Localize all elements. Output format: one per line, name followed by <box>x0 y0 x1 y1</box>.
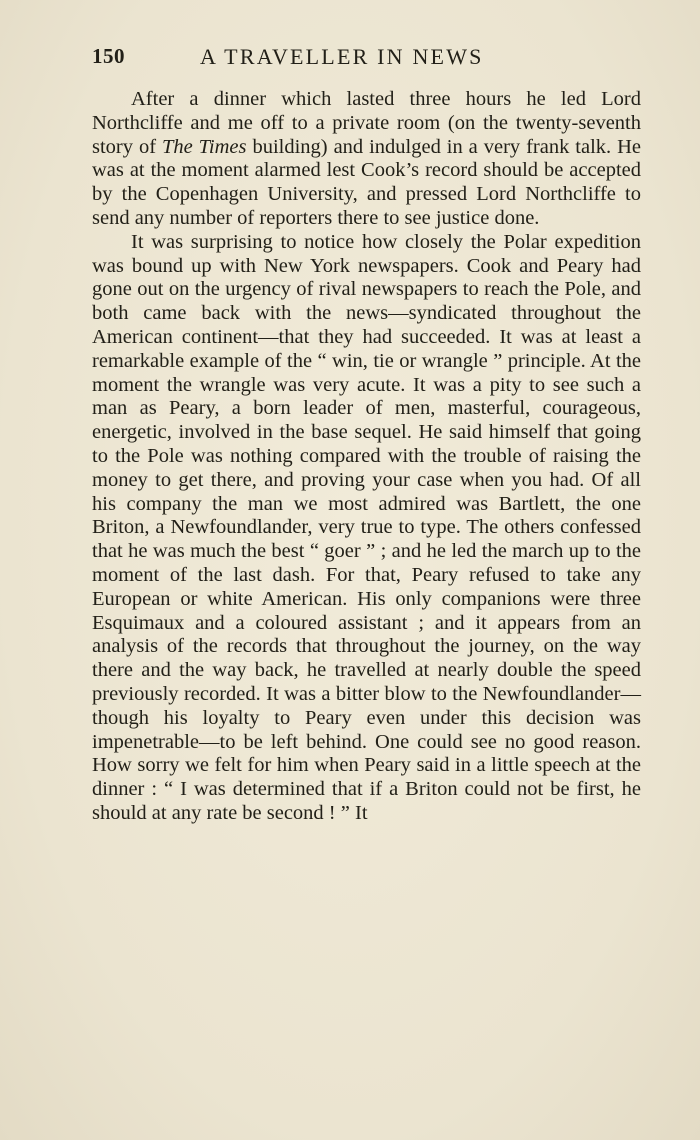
running-head: A TRAVELLER IN NEWS <box>200 44 484 69</box>
body-text <box>92 88 641 826</box>
page-number: 150 <box>92 44 125 68</box>
newspaper-title: The Times <box>161 135 247 158</box>
paragraph-1-text-a: After a dinner which lasted three hours he led Lord Northcliffe and me off to a private room (on the twenty-seventh story of <box>92 88 641 158</box>
paragraph-2: It was surprising to notice how closely the Polar expedition was bound up with New York newspapers. Cook and Peary had gone out on the urgency of rival newspapers to reach the Pole, and both came back with the news—syndicated throughout the American continent—that they had succeeded. It was at least a remarkable example of the “ win, tie or wrangle ” principle. At the moment the wrangle was very acute. It was a pity to see such a man as Peary, a born leader of men, masterful, courageous, energetic, involved in the base sequel. He said himself that going to the Pole was nothing compared with the trouble of raising the money to get there, and proving your case when you had. Of all his company the man we most admired was Bartlett, the one Briton, a Newfoundlander, very true to type. The others confessed that he was much the best “ goer ” ; and he led the march up to the moment of the last dash. For that, Peary refused to take any European or white American. His only companions were three Esquimaux and a coloured assistant ; and it appears from an analysis of the records that throughout the journey, on the way there and the way back, he travelled at nearly double the speed previously recorded. It was a bitter blow to the Newfoundlander—though his loyalty to Peary even under this decision was impenetrable—to be left behind. One could see no good reason. How sorry we felt for him when Peary said in a little speech at the dinner : “ I was determined that if a Briton could not be first, he should at any rate be second ! ” It <box>92 230 641 824</box>
page-header <box>92 44 552 76</box>
paragraph-1-text-b: building) and indulged in a very frank talk. He was at the moment alarmed lest Cook’s record should be accepted by the Copenhagen University, and pressed Lord Northcliffe to send any number of reporters there to see justice done. <box>92 135 641 229</box>
paragraph-1 <box>92 88 641 231</box>
